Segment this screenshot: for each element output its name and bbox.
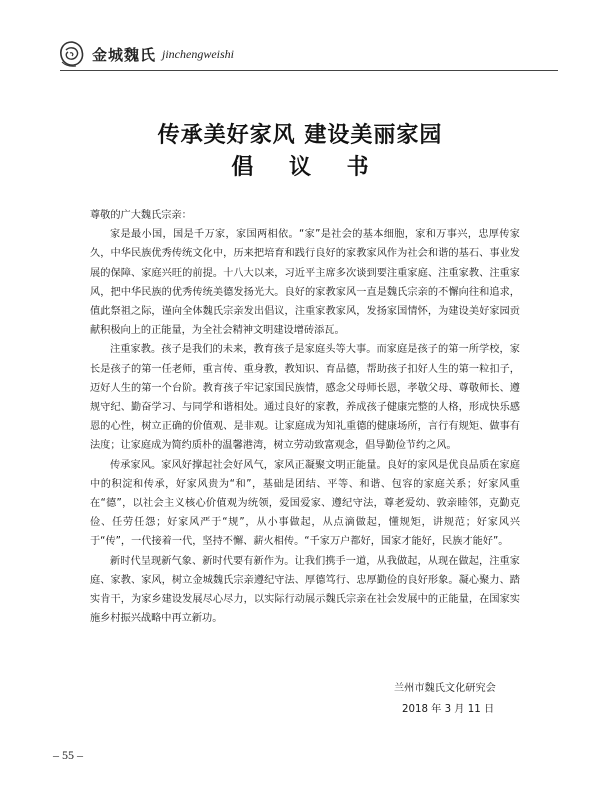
salutation: 尊敬的广大魏氏宗亲： — [90, 210, 192, 221]
magazine-name: 金城魏氏 — [92, 46, 157, 64]
signing-organization: 兰州市魏氏文化研究会 — [394, 683, 496, 694]
document-subtitle: 倡 议 书 — [231, 154, 383, 180]
header-divider — [60, 70, 558, 71]
paragraph-family-tradition: 传承家风。家风好撑起社会好风气，家风正凝聚文明正能量。良好的家风是优良品质在家庭中的积淀和传承，好家风贵为“和”，基础是团结、平等、和谐、包容的家庭关系；好家风重在“德”，以社会主义核心价值观为统领，爱国爱家、遵纪守法，尊老爱幼、敦亲睦邻，克勤克俭、任劳任怨；好家风严于“规”，从小事做起，从点滴做起，懂规矩，讲规范；好家风兴于“传”，一代接着一代，坚持不懈、薪火相传。“千家万户都好，国家才能好，民族才能好”。 — [90, 459, 520, 548]
document-title: 传承美好家风 建设美丽家园 — [157, 122, 443, 148]
paragraph-family-education: 注重家教。孩子是我们的未来，教育孩子是家庭头等大事。而家庭是孩子的第一所学校，家长是孩子的第一任老师，重言传、重身教，教知识、育品德，帮助孩子扣好人生的第一粒扣子，迈好人生的第一个台阶。教育孩子牢记家国民族情，感念父母师长恩，孝敬父母、尊敬师长、遵规守纪、勤奋学习、与同学和谐相处。通过良好的家教，养成孩子健康完整的人格，形成快乐感恩的心性，树立正确的价值观、是非观。让家庭成为知礼重德的健康场所，言行有规矩、做事有法度；让家庭成为简约质朴的温馨港湾，树立劳动致富观念，倡导勤俭节约之风。 — [90, 344, 520, 452]
magazine-header — [58, 40, 558, 70]
letter-body — [90, 206, 520, 628]
magazine-pinyin: jinchengweishi — [162, 47, 234, 61]
signing-date: 2018 年 3 月 11 日 — [402, 704, 495, 715]
paragraph-closing: 新时代呈现新气象、新时代要有新作为。让我们携手一道，从我做起，从现在做起，注重家庭、家教、家风，树立金城魏氏宗亲遵纪守法、厚德笃行、忠厚勤俭的良好形象。凝心聚力、踏实肯干，为家乡建设发展尽心尽力，以实际行动展示魏氏宗亲在社会发展中的正能量，在国家实施乡村振兴战略中再立新功。 — [90, 555, 520, 625]
paragraph-intro: 家是最小国，国是千万家，家国两相依。“家”是社会的基本细胞，家和万事兴，忠厚传家久，中华民族优秀传统文化中，历来把培育和践行良好的家教家风作为社会和谐的基石、事业发展的保障、家庭兴旺的前提。十八大以来，习近平主席多次谈到要注重家庭、注重家教、注重家风，把中华民族的优秀传统美德发扬光大。良好的家教家风一直是魏氏宗亲的不懈向往和追求，值此祭祖之际，谨向全体魏氏宗亲发出倡议，注重家教家风，发扬家国情怀，为建设美好家园贡献积极向上的正能量，为全社会精神文明建设增砖添瓦。 — [90, 229, 520, 337]
page-number: – 55 – — [53, 748, 83, 762]
magazine-logo-icon — [58, 40, 86, 68]
